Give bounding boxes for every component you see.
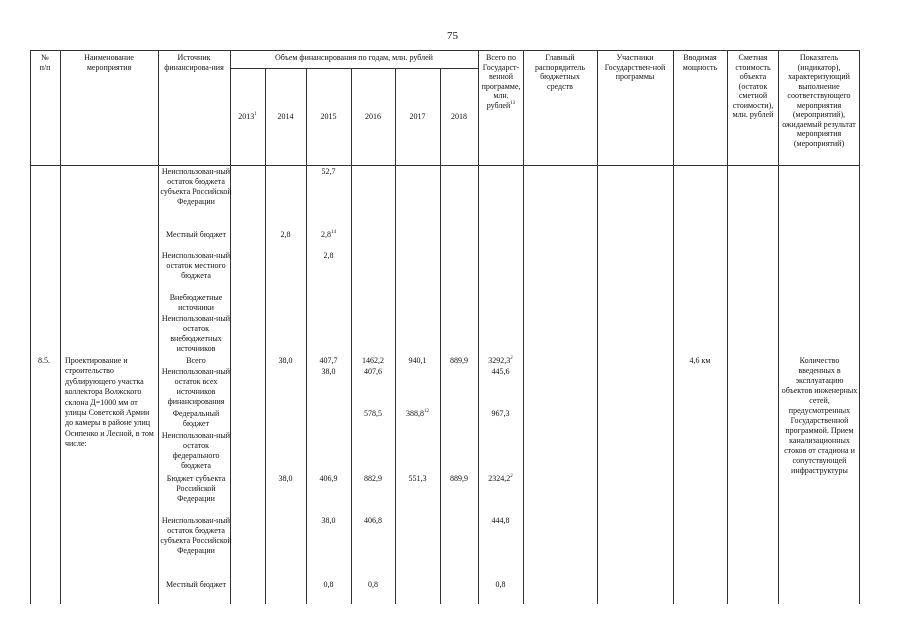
col-border xyxy=(30,50,31,604)
col-border xyxy=(859,50,860,604)
value-cell: 2,8 xyxy=(323,251,334,260)
header-year-2013 xyxy=(230,112,265,122)
col-border xyxy=(727,50,728,604)
value-cell xyxy=(395,409,440,419)
header-manager: Главный распорядитель бюджетных средств xyxy=(534,53,586,91)
header-num: № п/п xyxy=(39,53,51,72)
value-cell: 551,3 xyxy=(408,474,427,483)
col-border xyxy=(673,50,674,604)
header-participants: Участники Государствен-ной программы xyxy=(604,53,666,81)
source-cell: Федеральный бюджет xyxy=(172,409,220,428)
header-bottom-border xyxy=(30,165,859,166)
col-border xyxy=(440,68,441,604)
table-top-border xyxy=(30,50,859,51)
header-year-2014: 2014 xyxy=(277,112,294,121)
value-cell: 1462,2 xyxy=(362,356,384,365)
header-indicator: Показатель (индикатор), характеризующий выполнение соответствующего мероприятия (мероприятий), ожидаемый результат мероприятия (мероприятий) xyxy=(782,53,856,148)
source-cell: Неиспользован-ный остаток бюджета субъекта Российской Федерации xyxy=(160,516,232,555)
value-text: 388,8 xyxy=(406,409,424,418)
item-name: Проектирование и строительство дублирующего участка коллектора Волжского склона Д=1000 мм от улицы Советской Армии до камеры в районе улиц Осипенко и Лесной, в том числе: xyxy=(65,356,154,449)
value-cell: 0,8 xyxy=(323,580,334,589)
source-cell: Местный бюджет xyxy=(166,580,226,589)
source-cell: Всего xyxy=(186,356,206,365)
value-cell: 0,8 xyxy=(495,580,506,589)
page-number: 75 xyxy=(447,30,458,42)
value-cell: 38,0 xyxy=(278,474,293,483)
header-year-2016: 2016 xyxy=(365,112,381,121)
source-cell: Неиспользован-ный остаток внебюджетных источников xyxy=(161,314,231,353)
footnote-mark: 14 xyxy=(331,230,336,235)
header-total-label: Всего по Государст-венной программе, млн. рублей xyxy=(481,53,521,110)
value-cell: 52,7 xyxy=(321,167,336,176)
value-cell: 38,0 xyxy=(278,356,293,365)
indicator-cell: Количество введенных в эксплуатацию объектов инженерных сетей, предусмотренных Государственной программой. Прием канализационных стоков от стадиона и сопутствующей инфраструктуры xyxy=(781,356,858,475)
source-cell: Местный бюджет xyxy=(166,230,226,239)
source-cell: Неиспользован-ный остаток бюджета субъекта Российской Федерации xyxy=(160,167,232,206)
header-year-2015: 2015 xyxy=(320,112,337,121)
header-year-2018: 2018 xyxy=(451,112,467,121)
value-cell: 406,8 xyxy=(364,516,382,525)
value-text: 2324,2 xyxy=(488,474,511,483)
footnote-mark: 2 xyxy=(510,474,513,479)
col-border xyxy=(778,50,779,604)
value-cell: 889,9 xyxy=(450,356,468,365)
header-source: Источник финансирова-ния xyxy=(164,53,224,72)
source-cell: Внебюджетные источники xyxy=(169,293,223,312)
col-border xyxy=(395,68,396,604)
value-cell: 444,8 xyxy=(491,516,510,525)
value-cell: 578,5 xyxy=(364,409,382,418)
header-year-2013-label: 2013 xyxy=(238,112,255,121)
source-cell: Неиспользован-ный остаток местного бюджета xyxy=(161,251,231,280)
header-estimate: Сметная стоимость объекта (остаток сметной стоимости), млн. рублей xyxy=(732,53,774,119)
footnote-mark: 13 xyxy=(510,100,516,106)
header-name: Наименование мероприятия xyxy=(84,53,134,72)
header-funding-group: Объем финансирования по годам, млн. рублей xyxy=(275,53,433,62)
value-cell: 406,9 xyxy=(319,474,338,483)
value-cell: 889,9 xyxy=(450,474,468,483)
value-text: 3292,3 xyxy=(488,356,511,365)
value-cell: 445,6 xyxy=(491,367,510,376)
col-border xyxy=(523,50,524,604)
value-cell xyxy=(306,230,351,240)
value-cell: 0,8 xyxy=(368,580,378,589)
col-border xyxy=(60,50,61,604)
value-text: 2,8 xyxy=(321,230,331,239)
source-cell: Неиспользован-ный остаток всех источников финансирования xyxy=(161,367,231,406)
value-cell: 882,9 xyxy=(364,474,382,483)
source-cell: Бюджет субъекта Российской Федерации xyxy=(166,474,226,503)
value-cell: 38,0 xyxy=(321,516,336,525)
value-cell: 940,1 xyxy=(408,356,427,365)
item-number: 8.5. xyxy=(38,356,50,365)
header-year-2017: 2017 xyxy=(409,112,426,121)
capacity-cell: 4,6 км xyxy=(689,356,711,365)
value-cell xyxy=(478,356,523,366)
header-total xyxy=(480,53,522,110)
value-cell: 967,3 xyxy=(491,409,510,418)
value-cell: 2,8 xyxy=(280,230,291,239)
footnote-mark: 1 xyxy=(254,112,257,117)
col-border xyxy=(265,68,266,604)
value-cell: 38,0 xyxy=(321,367,336,376)
footnote-mark: 2 xyxy=(510,356,513,361)
col-border xyxy=(597,50,598,604)
source-cell: Неиспользован-ный остаток федерального бюджета xyxy=(161,431,231,470)
value-cell xyxy=(478,474,523,484)
col-border xyxy=(158,50,159,604)
value-cell: 407,6 xyxy=(364,367,382,376)
footnote-mark: 12 xyxy=(424,409,429,414)
header-capacity: Вводимая мощность xyxy=(682,53,718,72)
value-cell: 407,7 xyxy=(319,356,338,365)
